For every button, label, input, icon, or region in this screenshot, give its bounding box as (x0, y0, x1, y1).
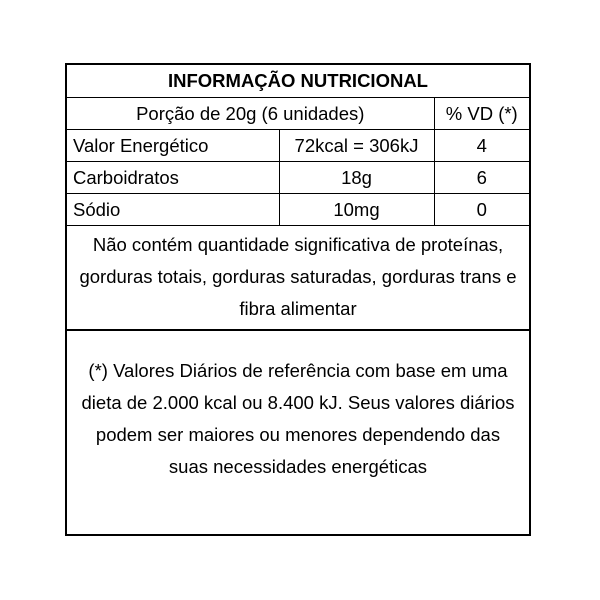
portion-size: Porção de 20g (6 unidades) (67, 98, 434, 130)
nutrient-daily-value: 4 (434, 130, 529, 162)
table-row (67, 194, 529, 226)
nutrition-table (67, 65, 529, 226)
nutrient-amount: 10mg (279, 194, 434, 226)
daily-values-footnote: (*) Valores Diários de referência com base em uma dieta de 2.000 kcal ou 8.400 kJ. Seus valores diários podem ser maiores ou menores dependendo das suas necessidades energéticas (81, 360, 515, 477)
daily-value-header: % VD (*) (434, 98, 529, 130)
portion-row (67, 98, 529, 130)
table-row (67, 162, 529, 194)
table-row (67, 130, 529, 162)
nutrient-daily-value: 6 (434, 162, 529, 194)
nutrient-amount: 72kcal = 306kJ (279, 130, 434, 162)
nutrient-name: Carboidratos (67, 162, 279, 194)
title-row (67, 65, 529, 98)
nutrition-facts-label (65, 63, 531, 536)
not-significant-notice: Não contém quantidade significativa de proteínas, gorduras totais, gorduras saturadas, gorduras trans e fibra alimentar (67, 226, 529, 331)
nutrient-amount: 18g (279, 162, 434, 194)
nutrient-name: Sódio (67, 194, 279, 226)
nutrient-daily-value: 0 (434, 194, 529, 226)
label-title: INFORMAÇÃO NUTRICIONAL (67, 65, 529, 98)
nutrient-name: Valor Energético (67, 130, 279, 162)
